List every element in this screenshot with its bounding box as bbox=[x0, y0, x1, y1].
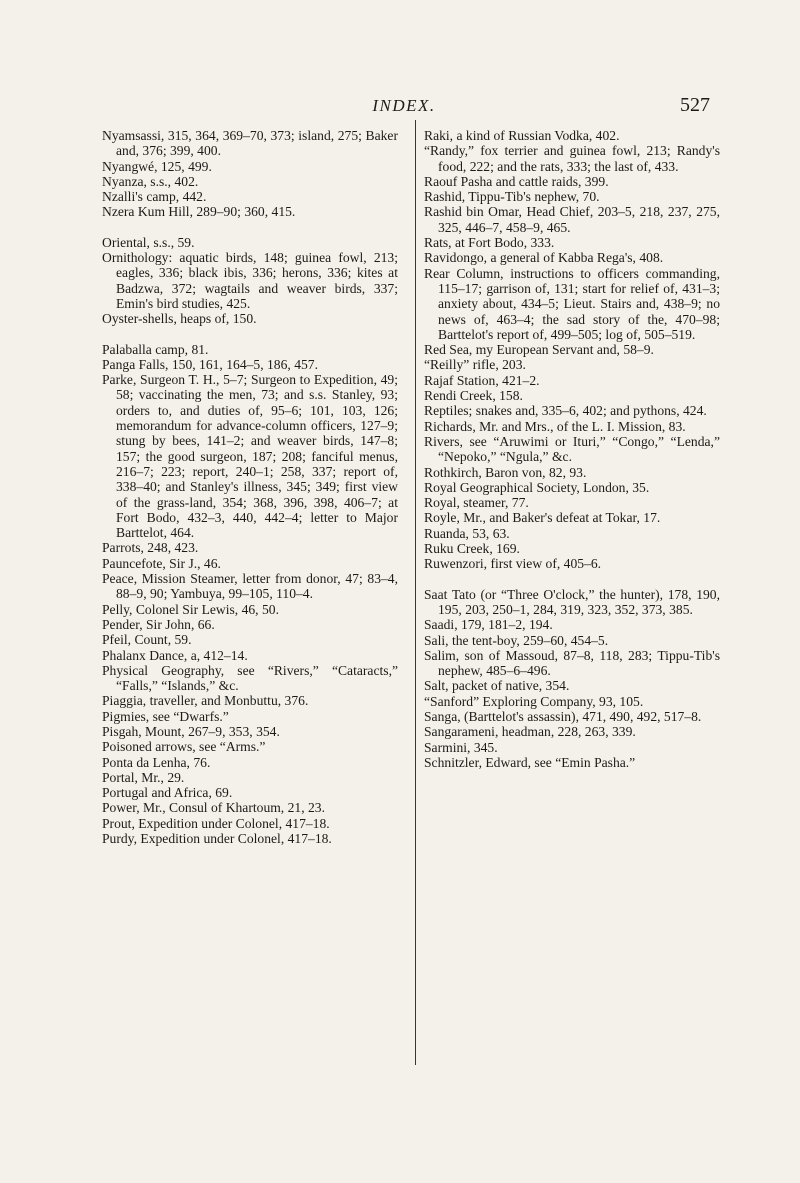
index-entry: Pigmies, see “Dwarfs.” bbox=[102, 708, 229, 724]
column-divider bbox=[415, 120, 416, 1065]
index-column-left bbox=[102, 128, 398, 846]
index-entry: Sali, the tent-boy, 259–60, 454–5. bbox=[424, 632, 609, 648]
index-entry: Pfeil, Count, 59. bbox=[102, 632, 192, 648]
index-entry: Sangarameni, headman, 228, 263, 339. bbox=[424, 724, 636, 740]
index-column-right bbox=[424, 128, 720, 770]
index-entry: “Reilly” rifle, 203. bbox=[424, 357, 526, 373]
index-entry: Raouf Pasha and cattle raids, 399. bbox=[424, 173, 609, 189]
index-entry: Prout, Expedition under Colonel, 417–18. bbox=[102, 815, 330, 831]
index-entry: Ruku Creek, 169. bbox=[424, 541, 520, 557]
index-entry: Panga Falls, 150, 161, 164–5, 186, 457. bbox=[102, 356, 318, 372]
index-entry: Royle, Mr., and Baker's defeat at Tokar, 17. bbox=[424, 510, 661, 526]
index-entry: Physical Geography, see “Rivers,” “Cataracts,” “Falls,” “Islands,” &c. bbox=[102, 662, 398, 694]
running-head bbox=[98, 96, 710, 118]
index-entry: Salt, packet of native, 354. bbox=[424, 678, 570, 694]
index-entry: Red Sea, my European Servant and, 58–9. bbox=[424, 342, 654, 358]
index-entry: Pelly, Colonel Sir Lewis, 46, 50. bbox=[102, 601, 279, 617]
index-entry: Peace, Mission Steamer, letter from donor, 47; 83–4, 88–9, 90; Yambuya, 99–105, 110–4. bbox=[102, 571, 398, 602]
index-entry: Portugal and Africa, 69. bbox=[102, 785, 233, 801]
index-entry: Rashid bin Omar, Head Chief, 203–5, 218, 237, 275, 325, 446–7, 458–9, 465. bbox=[424, 204, 720, 235]
index-entry: Pender, Sir John, 66. bbox=[102, 616, 215, 632]
index-entry: Raki, a kind of Russian Vodka, 402. bbox=[424, 128, 620, 143]
index-entry: Purdy, Expedition under Colonel, 417–18. bbox=[102, 831, 332, 847]
index-entry: Saadi, 179, 181–2, 194. bbox=[424, 617, 553, 633]
index-entry: Palaballa camp, 81. bbox=[102, 341, 209, 357]
index-entry: Saat Tato (or “Three O'clock,” the hunter), 178, 190, 195, 203, 250–1, 284, 319, 323, 352, 373, 385. bbox=[424, 586, 720, 617]
index-entry: Royal, steamer, 77. bbox=[424, 495, 529, 511]
index-entry: Richards, Mr. and Mrs., of the L. I. Mission, 83. bbox=[424, 418, 686, 434]
index-entry: Ruwenzori, first view of, 405–6. bbox=[424, 556, 602, 572]
index-entry: Rear Column, instructions to officers commanding, 115–17; garrison of, 131; start for relief of, 431–3; anxiety about, 434–5; Lieut. Stairs and, 438–9; no news of, 463–4; the sad story of the, 470–98; Barttelot's report of, 499–505; log of, 505–519. bbox=[424, 265, 720, 342]
index-entry: Pisgah, Mount, 267–9, 353, 354. bbox=[102, 723, 280, 739]
index-entry: Rashid, Tippu-Tib's nephew, 70. bbox=[424, 189, 600, 205]
index-entry: Sanga, (Barttelot's assassin), 471, 490, 492, 517–8. bbox=[424, 708, 702, 724]
page-title: INDEX. bbox=[372, 96, 436, 115]
index-entry: Piaggia, traveller, and Monbuttu, 376. bbox=[102, 693, 309, 709]
index-entry: Salim, son of Massoud, 87–8, 118, 283; Tippu-Tib's nephew, 485–6–496. bbox=[424, 647, 720, 679]
index-entry: Power, Mr., Consul of Khartoum, 21, 23. bbox=[102, 800, 325, 816]
index-entry: Pauncefote, Sir J., 46. bbox=[102, 555, 221, 571]
index-entry: Reptiles; snakes and, 335–6, 402; and pythons, 424. bbox=[424, 403, 707, 419]
index-entry: Oyster-shells, heaps of, 150. bbox=[102, 311, 257, 327]
index-entry: Nyangwé, 125, 499. bbox=[102, 158, 212, 174]
index-entry: Schnitzler, Edward, see “Emin Pasha.” bbox=[424, 754, 636, 770]
index-entry: Sarmini, 345. bbox=[424, 739, 498, 755]
index-entry: Ruanda, 53, 63. bbox=[424, 525, 510, 541]
index-entry: Parke, Surgeon T. H., 5–7; Surgeon to Expedition, 49; 58; vaccinating the men, 73; and s.s. Stanley, 93; orders to, and duties of, 95–6; 101, 103, 126; memorandum for advance-column officers, 127–9; stung by bees, 141–2; and weaver birds, 147–8; 157; the good surgeon, 187; 208; fanciful menus, 216–7; 223; report, 240–1; 258, 337; report of, 338–40; and Stanley's illness, 345; 349; first view of the grass-land, 354; 368, 396, 398, 406–7; at Fort Bodo, 432–3, 440, 442–4; letter to Major Barttelot, 464. bbox=[102, 372, 398, 541]
index-entry: Oriental, s.s., 59. bbox=[102, 234, 195, 250]
index-entry: “Randy,” fox terrier and guinea fowl, 213; Randy's food, 222; and the rats, 333; the last of, 433. bbox=[424, 143, 720, 174]
index-entry: Ravidongo, a general of Kabba Rega's, 408. bbox=[424, 250, 664, 266]
index-entry: Portal, Mr., 29. bbox=[102, 769, 185, 785]
index-entry: Rivers, see “Aruwimi or Ituri,” “Congo,” “Lenda,” “Nepoko,” “Ngula,” &c. bbox=[424, 433, 720, 465]
index-entry: Phalanx Dance, a, 412–14. bbox=[102, 647, 248, 663]
index-entry: Rothkirch, Baron von, 82, 93. bbox=[424, 464, 587, 480]
index-entry: Royal Geographical Society, London, 35. bbox=[424, 479, 650, 495]
index-entry: Rendi Creek, 158. bbox=[424, 388, 523, 404]
index-entry: Nyamsassi, 315, 364, 369–70, 373; island, 275; Baker and, 376; 399, 400. bbox=[102, 128, 398, 159]
index-entry: Ponta da Lenha, 76. bbox=[102, 754, 211, 770]
index-entry: Ornithology: aquatic birds, 148; guinea fowl, 213; eagles, 336; black ibis, 336; herons, 336; kites at Badzwa, 372; wagtails and weaver birds, 337; Emin's bird studies, 425. bbox=[102, 250, 398, 311]
index-entry: Rats, at Fort Bodo, 333. bbox=[424, 235, 555, 251]
index-entry: Rajaf Station, 421–2. bbox=[424, 372, 540, 388]
index-entry: Nzalli's camp, 442. bbox=[102, 189, 207, 205]
index-entry: “Sanford” Exploring Company, 93, 105. bbox=[424, 693, 644, 709]
page-number: 527 bbox=[680, 94, 710, 116]
index-entry: Nyanza, s.s., 402. bbox=[102, 173, 199, 189]
index-entry: Parrots, 248, 423. bbox=[102, 540, 199, 556]
index-entry: Nzera Kum Hill, 289–90; 360, 415. bbox=[102, 204, 296, 220]
index-entry: Poisoned arrows, see “Arms.” bbox=[102, 739, 266, 755]
